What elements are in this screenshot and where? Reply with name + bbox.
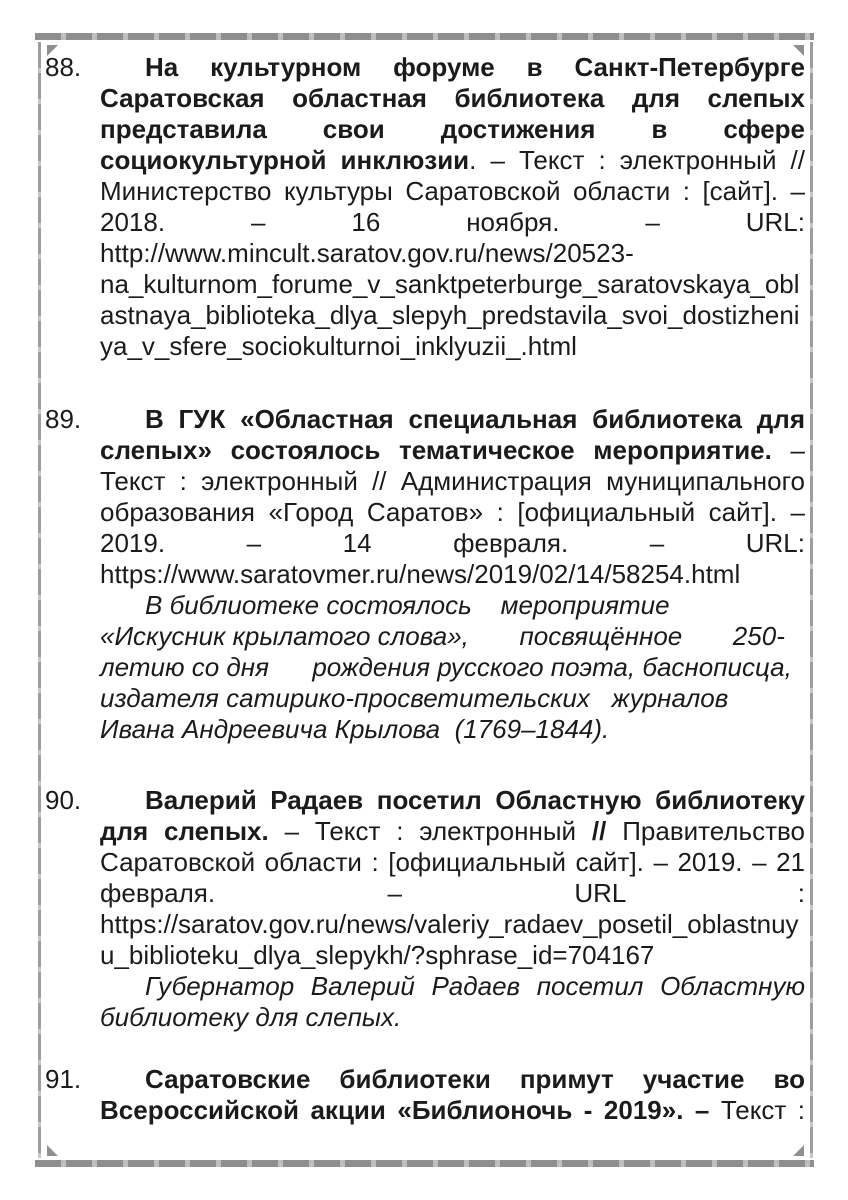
text-line [100, 652, 805, 683]
plain-text: https://www.saratovmer.ru/news/2019/02/14/58254.html [100, 559, 741, 589]
text-line [100, 404, 805, 435]
text-line [100, 683, 805, 714]
text-line [100, 207, 805, 238]
bold-text: Саратовская областная библиотека для слепых [100, 83, 805, 113]
text-line [100, 331, 805, 362]
bold-text: // [591, 816, 607, 846]
bold-text: На культурном форуме в Санкт-Петербурге [145, 52, 805, 82]
plain-text: Правительство [606, 816, 805, 846]
italic-text: издателя сатирико-просветительских журналов [100, 683, 729, 713]
text-line [100, 847, 805, 878]
plain-text: ya_v_sfere_sociokulturnoi_inklyuzii_.html [100, 331, 577, 361]
entry-text [100, 52, 805, 362]
plain-text: http://www.mincult.saratov.gov.ru/news/20523- [100, 238, 634, 268]
text-line [100, 878, 805, 909]
bold-text: Саратовские библиотеки примут участие во [145, 1064, 805, 1094]
bibliography-entry [45, 404, 805, 745]
text-line [100, 176, 805, 207]
text-line [100, 785, 805, 816]
italic-text: библиотеку для слепых. [100, 1002, 402, 1032]
text-line [100, 1095, 805, 1126]
entry-text [100, 404, 805, 745]
bold-text: для слепых. [100, 816, 269, 846]
text-line [100, 466, 805, 497]
plain-text: https://saratov.gov.ru/news/valeriy_radaev_posetil_oblastnuy [100, 909, 799, 939]
entry-text [100, 785, 805, 1033]
bold-text: слепых» состоялось тематическое мероприятие. [100, 435, 772, 465]
plain-text: Текст : [709, 1095, 805, 1125]
italic-text: «Искусник крылатого слова», посвящённое 250- [100, 621, 785, 651]
entry-number: 91. [45, 1064, 82, 1094]
plain-text: – Текст : электронный [268, 816, 592, 846]
entry-text [100, 1064, 805, 1126]
plain-text: 2019. – 14 февраля. – URL: [100, 528, 805, 558]
plain-text: astnaya_biblioteka_dlya_slepyh_predstavila_svoi_dostizheni [100, 300, 800, 330]
plain-text: u_biblioteku_dlya_slepykh/?sphrase_id=704167 [100, 940, 655, 970]
text-line [100, 714, 805, 745]
text-line [100, 52, 805, 83]
text-line [100, 971, 805, 1002]
entry-number: 89. [45, 404, 82, 434]
plain-text: Саратовской области : [официальный сайт]. – 2019. – 21 [100, 847, 805, 877]
bibliography-entry [45, 1064, 805, 1126]
italic-text: летию со дня рождения русского поэта, баснописца, [100, 652, 792, 682]
bold-text: Всероссийской акции «Библионочь - 2019». – [100, 1095, 710, 1125]
entry-number: 90. [45, 785, 82, 815]
entry-number: 88. [45, 52, 82, 82]
italic-text: В библиотеке состоялось мероприятие [145, 590, 670, 620]
text-line [100, 83, 805, 114]
text-line [100, 590, 805, 621]
plain-text: образования «Город Саратов» : [официальный сайт]. – [100, 497, 805, 527]
plain-text: . – Текст : электронный // [469, 145, 805, 175]
bold-text: Валерий Радаев посетил Областную библиотеку [145, 785, 805, 815]
text-line [100, 300, 805, 331]
plain-text: 2018. – 16 ноября. – URL: [100, 207, 805, 237]
italic-text: Губернатор Валерий Радаев посетил Областную [145, 971, 805, 1001]
text-line [100, 528, 805, 559]
text-line [100, 114, 805, 145]
text-line [100, 559, 805, 590]
text-line [100, 621, 805, 652]
plain-text: Текст : электронный // Администрация муниципального [100, 466, 805, 496]
plain-text: na_kulturnom_forume_v_sanktpeterburge_saratovskaya_obl [100, 269, 800, 299]
bold-text: социокультурной инклюзии [100, 145, 470, 175]
bold-text: представила свои достижения в сфере [100, 114, 805, 144]
plain-text: Министерство культуры Саратовской области : [сайт]. – [100, 176, 805, 206]
bold-text: В ГУК «Областная специальная библиотека для [145, 404, 805, 434]
text-line [100, 909, 805, 940]
text-line [100, 145, 805, 176]
text-line [100, 940, 805, 971]
text-line [100, 1002, 805, 1033]
text-line [100, 238, 805, 269]
text-line [100, 497, 805, 528]
bibliography-entry [45, 52, 805, 362]
text-line [100, 1064, 805, 1095]
bibliography-entry [45, 785, 805, 1033]
plain-text: – [771, 435, 805, 465]
text-line [100, 435, 805, 466]
text-line [100, 269, 805, 300]
italic-text: Ивана Андреевича Крылова (1769–1844). [100, 714, 610, 744]
plain-text: февраля. – URL : [100, 878, 805, 908]
text-line [100, 816, 805, 847]
